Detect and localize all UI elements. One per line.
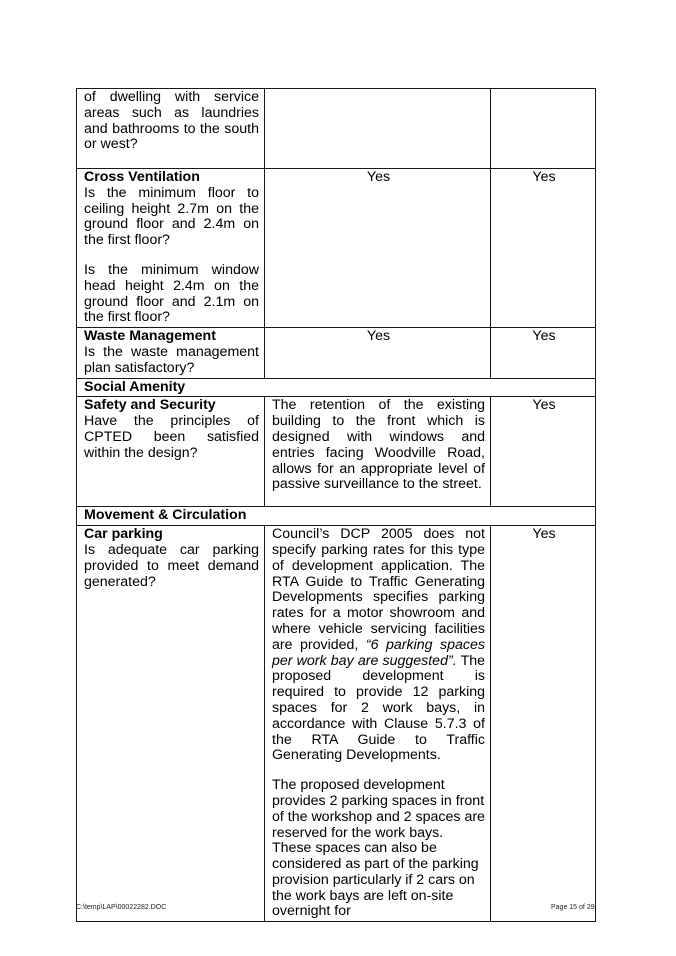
compliance-value: Yes (532, 328, 556, 345)
table-row (77, 89, 596, 169)
question-cell (77, 169, 265, 328)
table-row (77, 526, 596, 922)
section-title: Social Amenity (84, 378, 186, 395)
comment-cell (265, 397, 491, 507)
row-heading: Car parking (84, 526, 163, 543)
section-row (77, 507, 596, 526)
question-cell (77, 89, 265, 169)
comment-text: Yes (366, 328, 391, 345)
question-text: Is adequate car parking provided to meet demand generated? (84, 541, 259, 590)
question-cell (77, 397, 265, 507)
comment-text: The retention of the existing building to the front which is designed with windows and entries facing Woodville Road, allows for an appropriate level of passive surveillance to the street. (272, 397, 485, 493)
comment-cell (265, 526, 491, 922)
section-title: Movement & Circulation (84, 507, 247, 524)
quoted-text: “6 parking spaces per work bay are suggested”. (272, 636, 485, 669)
question-text: Is the minimum window head height 2.4m on the ground floor and 2.1m on the first floor? (84, 261, 259, 326)
compliance-value: Yes (532, 526, 556, 543)
compliance-cell (491, 328, 596, 378)
section-header (77, 507, 596, 526)
compliance-value: Yes (532, 397, 556, 414)
row-heading: Cross Ventilation (84, 169, 200, 185)
compliance-cell (491, 89, 596, 169)
row-heading: Safety and Security (84, 397, 216, 414)
footer-file-path: C:\temp\LAP\00022282.DOC (76, 904, 167, 911)
comment-cell (265, 89, 491, 169)
table-row (77, 397, 596, 507)
compliance-value: Yes (532, 169, 556, 185)
question-text: of dwelling with service areas such as laundries and bathrooms to the south or west? (84, 89, 259, 153)
question-text: Have the principles of CPTED been satisfied within the design? (84, 413, 259, 461)
compliance-cell (491, 397, 596, 507)
question-text: Is the minimum floor to ceiling height 2.7m on the ground floor and 2.4m on the first floor? (84, 184, 259, 249)
comment-text: Yes (366, 169, 391, 185)
question-cell (77, 526, 265, 922)
question-cell (77, 328, 265, 378)
section-row (77, 378, 596, 397)
table-row (77, 328, 596, 378)
table-row (77, 169, 596, 328)
section-header (77, 378, 596, 397)
compliance-cell (491, 169, 596, 328)
compliance-table (76, 88, 596, 922)
question-text: Is the waste management plan satisfactory? (84, 343, 259, 376)
comment-cell (265, 169, 491, 328)
compliance-cell (491, 526, 596, 922)
comment-paragraph: The proposed development provides 2 parking spaces in front of the workshop and 2 spaces are reserved for the work bays. These spaces can also be considered as part of the parking provision particularly if 2 cars on the work bays are left on-site overnight for (272, 777, 485, 920)
row-heading: Waste Management (84, 328, 216, 345)
footer-page-number: Page 15 of 29 (551, 904, 595, 911)
comment-cell (265, 328, 491, 378)
comment-paragraph: Council’s DCP 2005 does not specify parking rates for this type of development application. The RTA Guide to Traffic Generating Developments specifies parking rates for a motor showroom and where vehicle servicing facilities are provided, “6 parking spaces per work bay are suggested”. The proposed development is required to provide 12 parking spaces for 2 work bays, in accordance with Clause 5.7.3 of the RTA Guide to Traffic Generating Developments. (272, 526, 486, 764)
